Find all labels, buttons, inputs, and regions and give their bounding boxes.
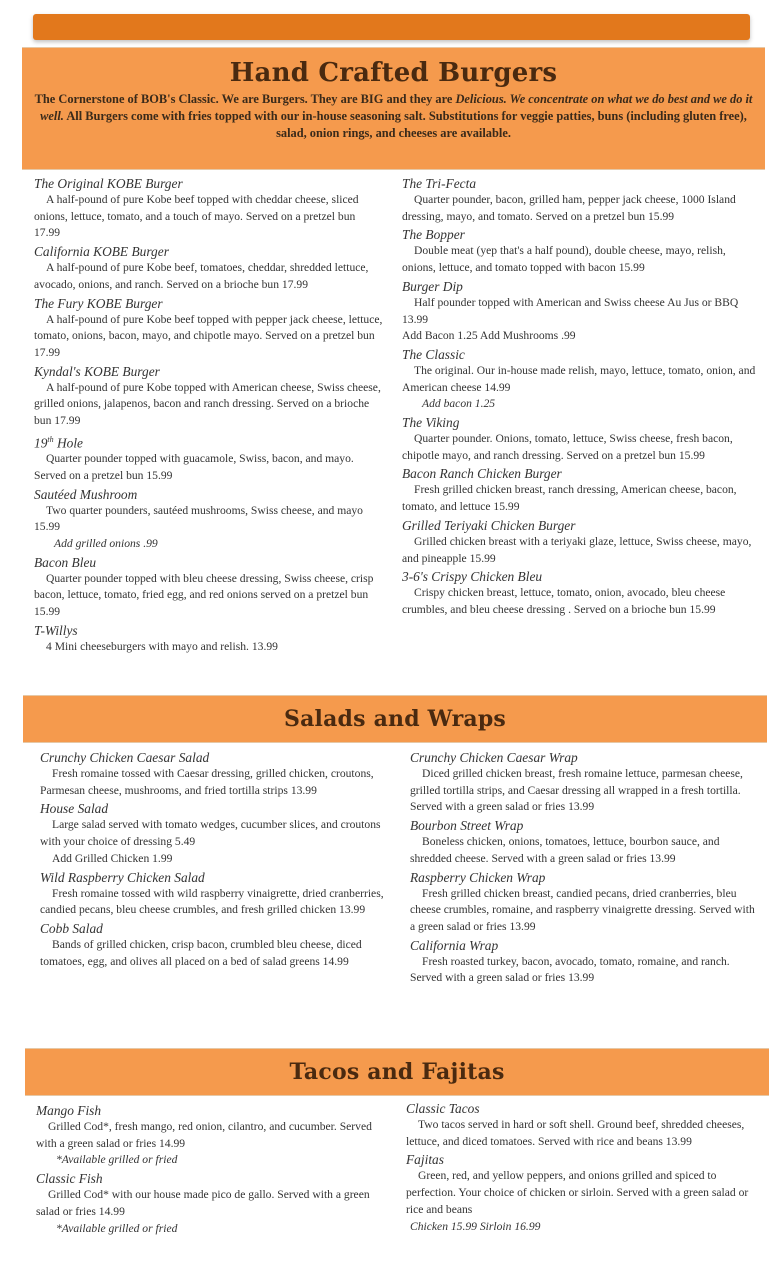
- menu-item: [402, 465, 759, 515]
- menu-item-name: Bacon Bleu: [34, 554, 97, 570]
- menu-item-description: Two tacos served in hard or soft shell. Ground beef, shredded cheeses, lettuce, and diced tomatoes. Served with rice and beans 13.99: [406, 1118, 745, 1148]
- top-bar: [33, 14, 750, 40]
- burgers-desc-rest: All Burgers come with fries topped with our in-house seasoning salt. Substitutions for veggie patties, buns (including gluten free), salad, onion rings, and cheeses are available.: [63, 109, 747, 140]
- menu-item-description: A half-pound of pure Kobe topped with American cheese, Swiss cheese, grilled onions, jalapenos, bacon and ranch dressing. Served on a brioche bun 17.99: [34, 380, 381, 428]
- menu-item-description: Quarter pounder, bacon, grilled ham, pepper jack cheese, 1000 Island dressing, mayo, and tomato. Served on a pretzel bun 15.99: [402, 193, 736, 223]
- menu-item: [40, 749, 385, 799]
- menu-item-name: The Tri-Fecta: [402, 176, 477, 191]
- menu-item: [34, 243, 384, 293]
- burgers-description: [30, 91, 757, 142]
- menu-item: [34, 554, 384, 621]
- menu-item: [410, 937, 762, 987]
- menu-item-description: Grilled Cod*, fresh mango, red onion, cilantro, and cucumber. Served with a green salad or fries 14.99: [36, 1120, 372, 1150]
- menu-item: [34, 363, 384, 430]
- burgers-right-column: [402, 175, 759, 620]
- menu-item-description: Bands of grilled chicken, crisp bacon, crumbled bleu cheese, diced tomatoes, egg, and olives all placed on a bed of salad greens 14.99: [40, 937, 362, 968]
- menu-item: [34, 175, 384, 242]
- menu-item: [34, 486, 384, 553]
- menu-item: [36, 1102, 386, 1169]
- menu-item-extra: Add Grilled Chicken 1.99: [52, 851, 173, 865]
- menu-item: [406, 1151, 758, 1235]
- menu-item-description: Fresh roasted turkey, bacon, avocado, tomato, romaine, and ranch. Served with a green salad or fries 13.99: [410, 954, 730, 985]
- menu-item-description: Quarter pounder. Onions, tomato, lettuce, Swiss cheese, fresh bacon, chipotle mayo, and ranch dressing. Served on a pretzel bun 15.99: [402, 432, 733, 462]
- menu-item-name: California KOBE Burger: [34, 244, 169, 260]
- menu-item-description: A half-pound of pure Kobe beef topped with pepper jack cheese, lettuce, tomato, onions, bacon, mayo, and chipotle mayo. Served on a pretzel bun 17.99: [34, 312, 383, 359]
- menu-item-name: Burger Dip: [402, 278, 463, 294]
- menu-item-name: Classic Tacos: [406, 1101, 480, 1116]
- menu-item-description: Diced grilled chicken breast, fresh romaine lettuce, parmesan cheese, grilled tortilla strips, and Caesar dressing all wrapped in a fresh tortilla. Served with a green salad or fries 13.99: [410, 767, 743, 814]
- menu-item: [402, 346, 759, 413]
- menu-item-name: The Viking: [402, 415, 460, 431]
- menu-item-extra: Add bacon 1.25: [422, 397, 496, 411]
- menu-item: [410, 817, 762, 867]
- menu-item-extra: Add Bacon 1.25 Add Mushrooms .99: [402, 329, 576, 343]
- menu-item-name: Kyndal's KOBE Burger: [34, 363, 160, 379]
- menu-item: [410, 749, 762, 816]
- menu-item: [406, 1100, 758, 1150]
- menu-item-description: A half-pound of pure Kobe beef topped with cheddar cheese, sliced onions, lettuce, tomato, and a touch of mayo. Served on a pretzel bun 17.99: [34, 193, 359, 240]
- menu-item-description: 4 Mini cheeseburgers with mayo and relish. 13.99: [46, 639, 278, 653]
- menu-item-description: Double meat (yep that's a half pound), double cheese, mayo, relish, onions, lettuce, and tomato topped with bacon 15.99: [402, 244, 726, 275]
- menu-item: [40, 869, 385, 919]
- menu-item-name: Bacon Ranch Chicken Burger: [402, 466, 562, 482]
- menu-item-description: Large salad served with tomato wedges, cucumber slices, and croutons with your choice of dressing 5.49: [40, 818, 381, 849]
- menu-item: [402, 414, 759, 464]
- menu-item-name: T-Willys: [34, 622, 78, 638]
- menu-item-description: Half pounder topped with American and Swiss cheese Au Jus or BBQ 13.99: [402, 295, 739, 326]
- menu-item-description: Boneless chicken, onions, tomatoes, lettuce, bourbon sauce, and shredded cheese. Served with a green salad or fries 13.99: [410, 835, 720, 865]
- tacos-left-column: [36, 1102, 386, 1238]
- menu-item-name: Mango Fish: [36, 1103, 102, 1118]
- menu-item-description: Fresh romaine tossed with Caesar dressing, grilled chicken, croutons, Parmesan cheese, mushrooms, and fried tortilla strips 13.99: [40, 767, 374, 797]
- menu-item-name: 3-6's Crispy Chicken Bleu: [402, 569, 543, 585]
- menu-item-description: Fresh grilled chicken breast, ranch dressing, American cheese, bacon, tomato, and lettuce 15.99: [402, 483, 737, 514]
- menu-item-extra: Chicken 15.99 Sirloin 16.99: [410, 1219, 541, 1233]
- menu-item: [34, 622, 384, 656]
- tacos-header: [25, 1048, 769, 1096]
- menu-item-description: Grilled Cod* with our house made pico de gallo. Served with a green salad or fries 14.99: [36, 1188, 370, 1218]
- menu-item: [402, 226, 759, 276]
- menu-item-name: The Classic: [402, 346, 465, 362]
- menu-item: [410, 869, 762, 936]
- menu-item-description: Quarter pounder topped with guacamole, Swiss, bacon, and mayo. Served on a pretzel bun 15.99: [34, 452, 354, 482]
- menu-item-name: Sautéed Mushroom: [34, 486, 138, 502]
- tacos-right-column: [406, 1100, 758, 1236]
- menu-item-description: Crispy chicken breast, lettuce, tomato, onion, avocado, bleu cheese crumbles, and bleu cheese dressing . Served on a brioche bun 15.99: [402, 586, 726, 616]
- tacos-title: Tacos and Fajitas: [289, 1059, 505, 1085]
- salads-title: Salads and Wraps: [283, 706, 506, 732]
- menu-item: [402, 278, 759, 345]
- menu-item: [402, 517, 759, 567]
- menu-item-name: The Original KOBE Burger: [34, 176, 183, 191]
- menu-item-extra: *Available grilled or fried: [56, 1221, 178, 1235]
- menu-item-description: Green, red, and yellow peppers, and onions grilled and spiced to perfection. Your choice of chicken or sirloin. Served with a green salad or rice and beans: [406, 1169, 749, 1216]
- menu-item-name: The Bopper: [402, 227, 465, 243]
- menu-item-name: California Wrap: [410, 937, 499, 953]
- menu-item-description: Quarter pounder topped with bleu cheese dressing, Swiss cheese, crisp bacon, lettuce, tomato, fried egg, and red onions served on a pretzel bun 15.99: [34, 571, 374, 619]
- salads-right-column: [410, 749, 762, 988]
- menu-item-name: Fajitas: [406, 1152, 444, 1168]
- salads-left-column: [40, 749, 385, 971]
- menu-item-name: Bourbon Street Wrap: [410, 818, 524, 834]
- menu-item-name: The Fury KOBE Burger: [34, 295, 163, 311]
- menu-item: [36, 1170, 386, 1237]
- menu-item-name: Grilled Teriyaki Chicken Burger: [402, 517, 576, 533]
- menu-item: [34, 295, 384, 362]
- menu-item-description: Fresh romaine tossed with wild raspberry vinaigrette, dried cranberries, candied pecans, bleu cheese crumbles, and fresh grilled chicken 13.99: [40, 886, 384, 917]
- menu-item: [40, 920, 385, 970]
- menu-item: [40, 800, 385, 867]
- menu-item-extra: Add grilled onions .99: [54, 537, 158, 551]
- burgers-title: Hand Crafted Burgers: [229, 58, 558, 88]
- menu-item-extra: *Available grilled or fried: [56, 1153, 178, 1167]
- burgers-left-column: [34, 175, 384, 657]
- menu-item-description: Grilled chicken breast with a teriyaki glaze, lettuce, Swiss cheese, mayo, and pineapple 15.99: [402, 534, 752, 565]
- menu-item-name: Raspberry Chicken Wrap: [410, 869, 546, 885]
- menu-item-description: Fresh grilled chicken breast, candied pecans, dried cranberries, bleu cheese crumbles, romaine, and raspberry vinaigrette dressing. Served with a green salad or fries 13.99: [410, 886, 755, 933]
- menu-item-name: Crunchy Chicken Caesar Salad: [40, 750, 210, 765]
- menu-item-name: Cobb Salad: [40, 920, 103, 936]
- menu-item-name: 19th Hole: [34, 434, 84, 451]
- burgers-header: [22, 47, 765, 170]
- burgers-desc-plain: The Cornerstone of BOB's Classic. We are Burgers. They are BIG and they are: [34, 92, 456, 106]
- menu-item-description: A half-pound of pure Kobe beef, tomatoes, cheddar, shredded lettuce, avocado, onions, and ranch. Served on a brioche bun 17.99: [34, 261, 369, 291]
- menu-item: [402, 175, 759, 225]
- menu-item-name: House Salad: [40, 801, 109, 817]
- menu-item-description: The original. Our in-house made relish, mayo, lettuce, tomato, onion, and American cheese 14.99: [402, 363, 756, 394]
- burgers-desc-italic: Delicious. We concentrate on what we do best and we do it well.: [40, 92, 753, 123]
- salads-header: [23, 695, 767, 743]
- menu-item-description: Two quarter pounders, sautéed mushrooms, Swiss cheese, and mayo 15.99: [34, 503, 363, 534]
- menu-item-name: Classic Fish: [36, 1171, 103, 1187]
- menu-item-name: Crunchy Chicken Caesar Wrap: [410, 750, 578, 765]
- menu-item: [402, 568, 759, 618]
- menu-item-name: Wild Raspberry Chicken Salad: [40, 869, 205, 885]
- menu-item: [34, 431, 384, 485]
